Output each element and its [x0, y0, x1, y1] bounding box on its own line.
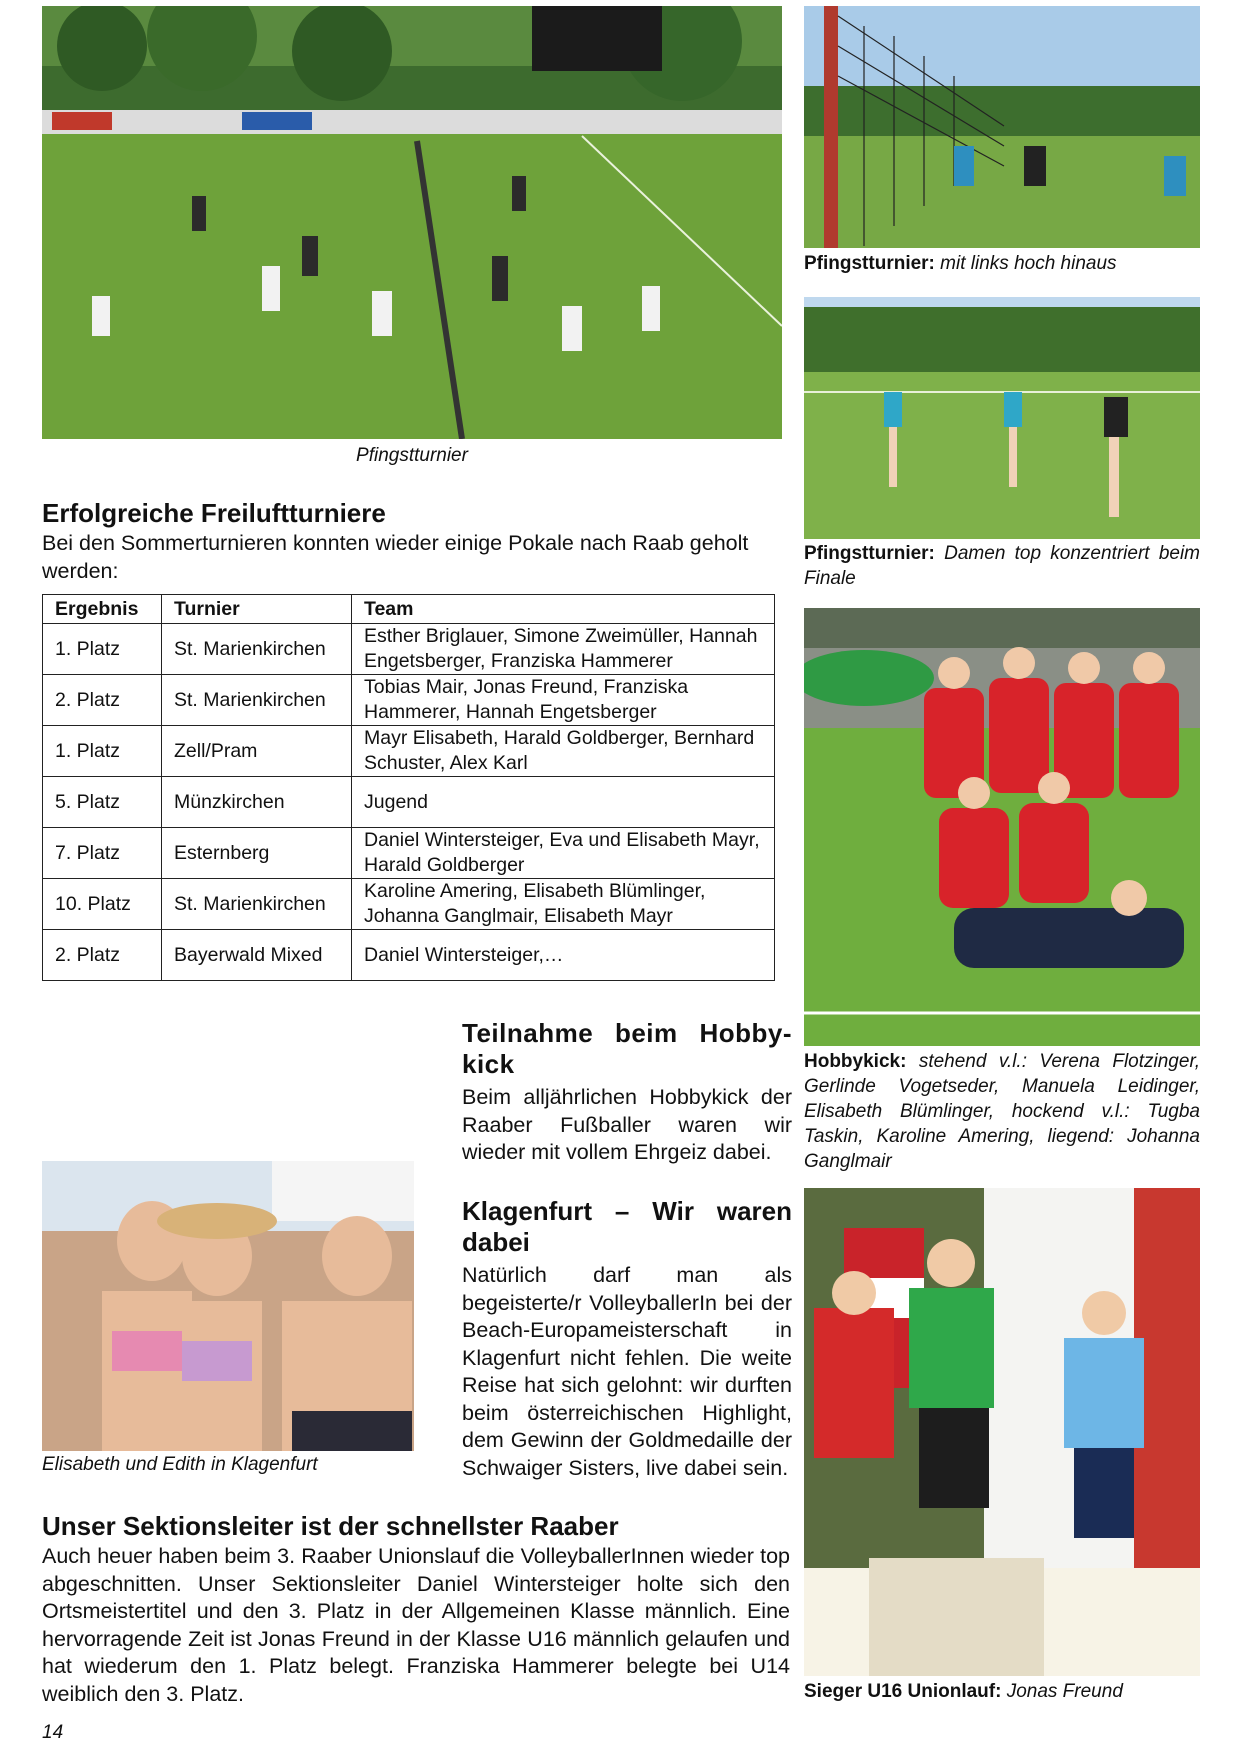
cell-team: Karoline Amering, Elisabeth Blümlinger, Johanna Ganglmair, Elisabeth Mayr: [352, 879, 775, 930]
text-hobbykick: Beim alljährlichen Hobbykick der Raaber Fußballer waren wir wieder mit vollem Ehrgeiz dabei.: [462, 1085, 792, 1164]
cell-team: Mayr Elisabeth, Harald Goldberger, Bernhard Schuster, Alex Karl: [352, 726, 775, 777]
photo-pfingstturnier-field: [42, 6, 782, 439]
caption-top-right-photo: Pfingstturnier: mit links hoch hinaus: [804, 253, 1117, 274]
text-klagenfurt: Natürlich darf man als begeisterte/r VolleyballerIn bei der Beach-Europameisterschaft in Klagenfurt nicht fehlen. Die weite Reise hat sich gelohnt: wir durften beim österreichischen Highlight, dem Gewinn der Goldmedaille der Schwaiger Sisters, live dabei sein.: [462, 1263, 792, 1480]
cell-ergebnis: 10. Platz: [43, 879, 162, 930]
cell-ergebnis: 2. Platz: [43, 930, 162, 981]
photo-hobbykick-team: [804, 608, 1200, 1046]
cell-team: Daniel Wintersteiger,…: [352, 930, 775, 981]
photo-klagenfurt: [42, 1161, 414, 1451]
intro-freiluftturniere: Bei den Sommerturnieren konnten wieder einige Pokale nach Raab geholt werden:: [42, 531, 749, 583]
text-sektionsleiter: Auch heuer haben beim 3. Raaber Unionslauf die VolleyballerInnen wieder top abgeschnitten. Unser Sektionsleiter Daniel Wintersteiger holte sich den Ortsmeistertitel und den 3. Platz in der Allgemeinen Klasse männlich. Eine hervorragende Zeit ist Jonas Freund in der Klasse U16 männlich gelaufen und hat wiederum den 1. Platz belegt. Franziska Hammerer belegte bei U14 weiblich den 3. Platz.: [42, 1544, 790, 1706]
cell-team: Daniel Wintersteiger, Eva und Elisabeth Mayr, Harald Goldberger: [352, 828, 775, 879]
table-row: [43, 930, 775, 981]
cell-team: Esther Briglauer, Simone Zweimüller, Hannah Engetsberger, Franziska Hammerer: [352, 624, 775, 675]
table-header-row: [43, 595, 775, 624]
cell-turnier: Zell/Pram: [162, 726, 352, 777]
table-row: [43, 726, 775, 777]
heading-hobbykick: Teilnahme beim Hobby-kick: [462, 1018, 792, 1079]
cell-turnier: St. Marienkirchen: [162, 879, 352, 930]
cell-team: Jugend: [352, 777, 775, 828]
caption-main-photo: Pfingstturnier: [356, 445, 468, 466]
page-number: 14: [42, 1722, 64, 1743]
heading-klagenfurt: Klagenfurt – Wir waren dabei: [462, 1196, 792, 1257]
cell-ergebnis: 1. Platz: [43, 624, 162, 675]
table-row: [43, 828, 775, 879]
header-turnier: Turnier: [162, 595, 352, 624]
cell-turnier: Esternberg: [162, 828, 352, 879]
header-ergebnis: Ergebnis: [43, 595, 162, 624]
cell-turnier: Bayerwald Mixed: [162, 930, 352, 981]
heading-freiluftturniere: Erfolgreiche Freiluftturniere: [42, 498, 386, 528]
cell-ergebnis: 2. Platz: [43, 675, 162, 726]
photo-pfingstturnier-net: [804, 6, 1200, 248]
table-row: [43, 777, 775, 828]
cell-ergebnis: 1. Platz: [43, 726, 162, 777]
header-team: Team: [352, 595, 775, 624]
results-table: [42, 594, 775, 981]
caption-hobbykick-photo: Hobbykick: stehend v.l.: Verena Flotzinger, Gerlinde Vogetseder, Manuela Leidinger, Elisabeth Blümlinger, hockend v.l.: Tugba Taskin, Karoline Amering, liegend: Johanna Ganglmair: [804, 1051, 1201, 1172]
table-row: [43, 624, 775, 675]
caption-mid-right-photo: Pfingstturnier: Damen top konzentriert beim Finale: [804, 543, 1200, 589]
caption-sieger-photo: Sieger U16 Unionlauf: Jonas Freund: [804, 1681, 1123, 1702]
cell-turnier: St. Marienkirchen: [162, 675, 352, 726]
photo-pfingstturnier-damen: [804, 297, 1200, 539]
cell-ergebnis: 7. Platz: [43, 828, 162, 879]
caption-klagenfurt-photo: Elisabeth und Edith in Klagenfurt: [42, 1454, 318, 1475]
cell-turnier: St. Marienkirchen: [162, 624, 352, 675]
table-row: [43, 879, 775, 930]
cell-turnier: Münzkirchen: [162, 777, 352, 828]
heading-sektionsleiter: Unser Sektionsleiter ist der schnellster Raaber: [42, 1511, 619, 1541]
table-row: [43, 675, 775, 726]
cell-ergebnis: 5. Platz: [43, 777, 162, 828]
cell-team: Tobias Mair, Jonas Freund, Franziska Hammerer, Hannah Engetsberger: [352, 675, 775, 726]
photo-sieger-u16: [804, 1188, 1200, 1676]
